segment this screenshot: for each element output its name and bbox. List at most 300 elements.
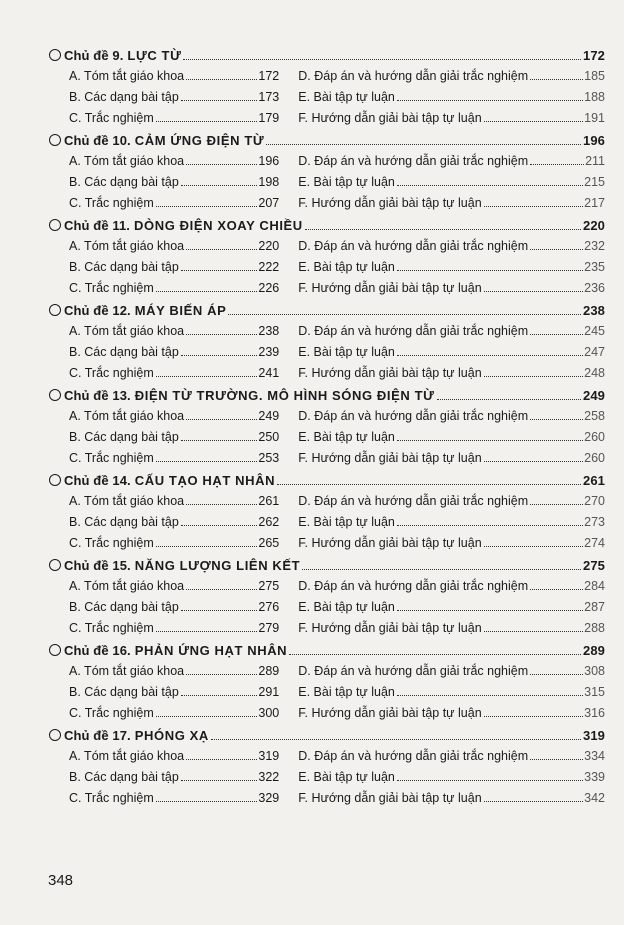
entry-label: C. Trắc nghiệm xyxy=(69,111,154,125)
entry-row xyxy=(49,664,605,685)
entry-row xyxy=(49,111,605,132)
toc-entry[interactable] xyxy=(69,706,279,720)
entry-page-number: 334 xyxy=(584,749,605,763)
entry-page-number: 232 xyxy=(584,239,605,253)
entry-page-number: 319 xyxy=(258,749,280,763)
dot-leader xyxy=(484,716,584,717)
entry-page-number: 265 xyxy=(258,536,280,550)
entry-label: D. Đáp án và hướng dẫn giải trắc nghiệm xyxy=(298,749,529,763)
toc-entry[interactable] xyxy=(298,515,605,529)
dot-leader xyxy=(397,270,583,271)
dot-leader xyxy=(156,121,258,122)
section-heading[interactable] xyxy=(49,48,605,69)
dot-leader xyxy=(156,631,258,632)
toc-section xyxy=(49,558,605,643)
toc-entry[interactable] xyxy=(69,430,279,444)
entry-page-number: 207 xyxy=(258,196,280,210)
entry-page-number: 276 xyxy=(258,600,280,614)
dot-leader xyxy=(530,249,583,250)
entry-page-number: 250 xyxy=(258,430,280,444)
table-of-contents xyxy=(49,48,605,813)
entry-row xyxy=(49,324,605,345)
entry-row xyxy=(49,579,605,600)
circle-bullet-icon xyxy=(49,304,61,316)
dot-leader xyxy=(530,589,583,590)
toc-entry[interactable] xyxy=(298,451,605,465)
entry-label: D. Đáp án và hướng dẫn giải trắc nghiệm xyxy=(298,664,529,678)
toc-entry[interactable] xyxy=(298,685,605,699)
entry-row xyxy=(49,196,605,217)
dot-leader xyxy=(484,801,584,802)
entry-label: C. Trắc nghiệm xyxy=(69,451,154,465)
toc-entry[interactable] xyxy=(298,90,605,104)
entry-row xyxy=(49,260,605,281)
entry-page-number: 245 xyxy=(584,324,605,338)
dot-leader xyxy=(484,546,584,547)
entry-label: C. Trắc nghiệm xyxy=(69,196,154,210)
toc-entry[interactable] xyxy=(69,515,279,529)
entry-label: C. Trắc nghiệm xyxy=(69,791,154,805)
entry-page-number: 172 xyxy=(258,69,280,83)
section-title: PHẢN ỨNG HẠT NHÂN xyxy=(134,643,288,658)
toc-entry[interactable] xyxy=(69,196,279,210)
entry-label: F. Hướng dẫn giải bài tập tự luận xyxy=(298,366,482,380)
dot-leader xyxy=(530,79,583,80)
entry-page-number: 249 xyxy=(258,409,280,423)
section-heading[interactable] xyxy=(49,303,605,324)
toc-entry[interactable] xyxy=(69,154,279,168)
dot-leader xyxy=(181,440,258,441)
entry-label: E. Bài tập tự luận xyxy=(298,90,395,104)
toc-entry[interactable] xyxy=(298,281,605,295)
toc-entry[interactable] xyxy=(69,345,279,359)
toc-entry[interactable] xyxy=(69,324,279,338)
section-label: Chủ đề 9. xyxy=(64,48,124,63)
entry-label: E. Bài tập tự luận xyxy=(298,345,395,359)
entry-row xyxy=(49,451,605,472)
dot-leader xyxy=(156,801,258,802)
entry-row xyxy=(49,281,605,302)
circle-bullet-icon xyxy=(49,134,61,146)
entry-row xyxy=(49,90,605,111)
dot-leader xyxy=(305,229,581,230)
toc-entry[interactable] xyxy=(69,770,279,784)
entry-label: F. Hướng dẫn giải bài tập tự luận xyxy=(298,111,482,125)
entry-label: B. Các dạng bài tập xyxy=(69,515,179,529)
entry-page-number: 248 xyxy=(584,366,605,380)
toc-entry[interactable] xyxy=(69,366,279,380)
toc-entry[interactable] xyxy=(69,600,279,614)
toc-entry[interactable] xyxy=(298,196,605,210)
entry-page-number: 236 xyxy=(584,281,605,295)
entry-label: C. Trắc nghiệm xyxy=(69,366,154,380)
toc-section xyxy=(49,388,605,473)
dot-leader xyxy=(484,206,584,207)
toc-entry[interactable] xyxy=(298,175,605,189)
toc-section xyxy=(49,133,605,218)
dot-leader xyxy=(181,185,258,186)
dot-leader xyxy=(228,314,581,315)
entry-label: E. Bài tập tự luận xyxy=(298,770,395,784)
entry-label: A. Tóm tắt giáo khoa xyxy=(69,239,185,253)
toc-entry[interactable] xyxy=(298,749,605,763)
entry-label: E. Bài tập tự luận xyxy=(298,685,395,699)
entry-label: B. Các dạng bài tập xyxy=(69,685,179,699)
entry-page-number: 188 xyxy=(584,90,605,104)
toc-section xyxy=(49,728,605,813)
section-label: Chủ đề 16. xyxy=(64,643,131,658)
entry-page-number: 291 xyxy=(258,685,280,699)
entry-label: F. Hướng dẫn giải bài tập tự luận xyxy=(298,621,482,635)
entry-row xyxy=(49,685,605,706)
entry-page-number: 253 xyxy=(258,451,280,465)
dot-leader xyxy=(266,144,581,145)
entry-page-number: 270 xyxy=(584,494,605,508)
entry-label: E. Bài tập tự luận xyxy=(298,430,395,444)
toc-entry[interactable] xyxy=(298,239,605,253)
entry-row xyxy=(49,430,605,451)
entry-label: E. Bài tập tự luận xyxy=(298,175,395,189)
dot-leader xyxy=(156,716,258,717)
toc-entry[interactable] xyxy=(69,494,279,508)
dot-leader xyxy=(484,631,584,632)
entry-row xyxy=(49,515,605,536)
toc-entry[interactable] xyxy=(298,366,605,380)
entry-row xyxy=(49,770,605,791)
entry-row xyxy=(49,791,605,812)
entry-page-number: 284 xyxy=(584,579,605,593)
section-label: Chủ đề 10. xyxy=(64,133,131,148)
dot-leader xyxy=(186,249,257,250)
toc-entry[interactable] xyxy=(298,260,605,274)
circle-bullet-icon xyxy=(49,474,61,486)
dot-leader xyxy=(186,504,257,505)
toc-entry[interactable] xyxy=(298,324,605,338)
dot-leader xyxy=(530,674,583,675)
entry-row xyxy=(49,536,605,557)
toc-entry[interactable] xyxy=(69,791,279,805)
entry-label: F. Hướng dẫn giải bài tập tự luận xyxy=(298,281,482,295)
section-title: MÁY BIẾN ÁP xyxy=(134,303,227,318)
entry-page-number: 185 xyxy=(584,69,605,83)
entry-row xyxy=(49,154,605,175)
entry-row xyxy=(49,409,605,430)
entry-label: D. Đáp án và hướng dẫn giải trắc nghiệm xyxy=(298,154,529,168)
entry-page-number: 260 xyxy=(584,451,605,465)
entry-page-number: 275 xyxy=(258,579,280,593)
dot-leader xyxy=(181,100,258,101)
toc-entry[interactable] xyxy=(69,579,279,593)
dot-leader xyxy=(530,164,584,165)
page-number: 348 xyxy=(48,872,74,889)
dot-leader xyxy=(181,610,258,611)
toc-entry[interactable] xyxy=(69,409,279,423)
dot-leader xyxy=(484,461,584,462)
entry-label: F. Hướng dẫn giải bài tập tự luận xyxy=(298,536,482,550)
toc-entry[interactable] xyxy=(298,791,605,805)
entry-page-number: 173 xyxy=(258,90,280,104)
toc-entry[interactable] xyxy=(69,451,279,465)
entry-row xyxy=(49,600,605,621)
section-heading[interactable] xyxy=(49,473,605,494)
dot-leader xyxy=(211,739,581,740)
toc-entry[interactable] xyxy=(69,621,279,635)
entry-label: E. Bài tập tự luận xyxy=(298,600,395,614)
dot-leader xyxy=(484,121,584,122)
dot-leader xyxy=(186,419,257,420)
section-label: Chủ đề 14. xyxy=(64,473,131,488)
section-page-number: 172 xyxy=(583,48,605,63)
dot-leader xyxy=(397,100,583,101)
entry-page-number: 196 xyxy=(258,154,280,168)
entry-page-number: 316 xyxy=(584,706,605,720)
toc-entry[interactable] xyxy=(69,90,279,104)
entry-label: C. Trắc nghiệm xyxy=(69,281,154,295)
entry-row xyxy=(49,366,605,387)
entry-label: E. Bài tập tự luận xyxy=(298,260,395,274)
toc-entry[interactable] xyxy=(69,664,279,678)
dot-leader xyxy=(181,780,258,781)
dot-leader xyxy=(186,759,257,760)
entry-label: F. Hướng dẫn giải bài tập tự luận xyxy=(298,451,482,465)
entry-label: B. Các dạng bài tập xyxy=(69,430,179,444)
entry-label: B. Các dạng bài tập xyxy=(69,770,179,784)
entry-page-number: 288 xyxy=(584,621,605,635)
section-title: ĐIỆN TỪ TRƯỜNG. MÔ HÌNH SÓNG ĐIỆN TỪ xyxy=(134,388,435,403)
dot-leader xyxy=(156,376,258,377)
toc-entry[interactable] xyxy=(69,536,279,550)
toc-section xyxy=(49,303,605,388)
entry-page-number: 260 xyxy=(584,430,605,444)
dot-leader xyxy=(530,334,583,335)
toc-entry[interactable] xyxy=(298,430,605,444)
circle-bullet-icon xyxy=(49,644,61,656)
section-title: DÒNG ĐIỆN XOAY CHIỀU xyxy=(134,218,303,233)
entry-row xyxy=(49,706,605,727)
entry-label: B. Các dạng bài tập xyxy=(69,345,179,359)
dot-leader xyxy=(183,59,581,60)
section-page-number: 261 xyxy=(583,473,605,488)
section-heading[interactable] xyxy=(49,388,605,409)
dot-leader xyxy=(156,206,258,207)
toc-entry[interactable] xyxy=(298,706,605,720)
section-heading[interactable] xyxy=(49,643,605,664)
entry-page-number: 342 xyxy=(584,791,605,805)
dot-leader xyxy=(186,79,257,80)
toc-section xyxy=(49,643,605,728)
entry-label: A. Tóm tắt giáo khoa xyxy=(69,494,185,508)
entry-label: C. Trắc nghiệm xyxy=(69,621,154,635)
dot-leader xyxy=(186,164,257,165)
dot-leader xyxy=(186,674,257,675)
entry-page-number: 315 xyxy=(584,685,605,699)
toc-entry[interactable] xyxy=(298,494,605,508)
entry-page-number: 179 xyxy=(258,111,280,125)
toc-entry[interactable] xyxy=(69,749,279,763)
dot-leader xyxy=(397,780,583,781)
entry-row xyxy=(49,621,605,642)
entry-label: C. Trắc nghiệm xyxy=(69,536,154,550)
entry-page-number: 226 xyxy=(258,281,280,295)
dot-leader xyxy=(181,525,258,526)
toc-entry[interactable] xyxy=(298,600,605,614)
entry-page-number: 238 xyxy=(258,324,280,338)
toc-entry[interactable] xyxy=(298,579,605,593)
dot-leader xyxy=(186,589,257,590)
section-heading[interactable] xyxy=(49,218,605,239)
toc-section xyxy=(49,48,605,133)
entry-page-number: 339 xyxy=(584,770,605,784)
section-label: Chủ đề 11. xyxy=(64,218,131,233)
circle-bullet-icon xyxy=(49,219,61,231)
entry-label: A. Tóm tắt giáo khoa xyxy=(69,154,185,168)
entry-row xyxy=(49,345,605,366)
section-page-number: 238 xyxy=(583,303,605,318)
dot-leader xyxy=(302,569,581,570)
entry-row xyxy=(49,494,605,515)
section-title: PHÓNG XẠ xyxy=(134,728,209,743)
toc-entry[interactable] xyxy=(298,536,605,550)
toc-entry[interactable] xyxy=(298,345,605,359)
section-heading[interactable] xyxy=(49,728,605,749)
dot-leader xyxy=(277,484,581,485)
toc-entry[interactable] xyxy=(298,664,605,678)
dot-leader xyxy=(289,654,581,655)
toc-entry[interactable] xyxy=(69,111,279,125)
section-heading[interactable] xyxy=(49,558,605,579)
entry-page-number: 273 xyxy=(584,515,605,529)
entry-row xyxy=(49,749,605,770)
entry-label: A. Tóm tắt giáo khoa xyxy=(69,579,185,593)
section-title: NĂNG LƯỢNG LIÊN KẾT xyxy=(134,558,301,573)
toc-entry[interactable] xyxy=(69,175,279,189)
dot-leader xyxy=(397,610,583,611)
entry-label: D. Đáp án và hướng dẫn giải trắc nghiệm xyxy=(298,494,529,508)
entry-page-number: 261 xyxy=(258,494,280,508)
entry-label: A. Tóm tắt giáo khoa xyxy=(69,409,185,423)
entry-label: D. Đáp án và hướng dẫn giải trắc nghiệm xyxy=(298,324,529,338)
entry-label: B. Các dạng bài tập xyxy=(69,175,179,189)
entry-page-number: 329 xyxy=(258,791,280,805)
entry-label: D. Đáp án và hướng dẫn giải trắc nghiệm xyxy=(298,69,529,83)
dot-leader xyxy=(530,504,583,505)
entry-row xyxy=(49,239,605,260)
toc-entry[interactable] xyxy=(298,154,605,168)
dot-leader xyxy=(181,695,258,696)
toc-entry[interactable] xyxy=(298,111,605,125)
toc-entry[interactable] xyxy=(69,281,279,295)
entry-label: B. Các dạng bài tập xyxy=(69,260,179,274)
section-label: Chủ đề 17. xyxy=(64,728,131,743)
entry-label: D. Đáp án và hướng dẫn giải trắc nghiệm xyxy=(298,239,529,253)
entry-label: D. Đáp án và hướng dẫn giải trắc nghiệm xyxy=(298,579,529,593)
entry-page-number: 191 xyxy=(584,111,605,125)
toc-entry[interactable] xyxy=(69,69,279,83)
toc-section xyxy=(49,473,605,558)
toc-entry[interactable] xyxy=(298,621,605,635)
entry-label: A. Tóm tắt giáo khoa xyxy=(69,324,185,338)
entry-page-number: 235 xyxy=(584,260,605,274)
entry-page-number: 198 xyxy=(258,175,280,189)
entry-page-number: 322 xyxy=(258,770,280,784)
entry-page-number: 258 xyxy=(584,409,605,423)
dot-leader xyxy=(397,440,583,441)
entry-label: B. Các dạng bài tập xyxy=(69,90,179,104)
section-title: CẢM ỨNG ĐIỆN TỪ xyxy=(134,133,265,148)
entry-label: F. Hướng dẫn giải bài tập tự luận xyxy=(298,706,482,720)
entry-label: A. Tóm tắt giáo khoa xyxy=(69,749,185,763)
entry-page-number: 247 xyxy=(584,345,605,359)
entry-page-number: 241 xyxy=(258,366,280,380)
dot-leader xyxy=(156,461,258,462)
dot-leader xyxy=(437,399,581,400)
dot-leader xyxy=(530,759,583,760)
toc-entry[interactable] xyxy=(298,770,605,784)
entry-label: A. Tóm tắt giáo khoa xyxy=(69,69,185,83)
entry-label: C. Trắc nghiệm xyxy=(69,706,154,720)
section-title: LỰC TỪ xyxy=(127,48,182,63)
entry-page-number: 215 xyxy=(584,175,605,189)
section-page-number: 196 xyxy=(583,133,605,148)
entry-page-number: 217 xyxy=(584,196,605,210)
entry-page-number: 211 xyxy=(585,154,605,168)
section-page-number: 220 xyxy=(583,218,605,233)
circle-bullet-icon xyxy=(49,729,61,741)
section-label: Chủ đề 13. xyxy=(64,388,131,403)
dot-leader xyxy=(181,355,258,356)
dot-leader xyxy=(530,419,583,420)
section-title: CẤU TẠO HẠT NHÂN xyxy=(134,473,276,488)
dot-leader xyxy=(156,546,258,547)
entry-page-number: 274 xyxy=(584,536,605,550)
section-page-number: 289 xyxy=(583,643,605,658)
entry-label: F. Hướng dẫn giải bài tập tự luận xyxy=(298,196,482,210)
entry-page-number: 262 xyxy=(258,515,280,529)
entry-page-number: 300 xyxy=(258,706,280,720)
section-label: Chủ đề 15. xyxy=(64,558,131,573)
toc-entry[interactable] xyxy=(298,409,605,423)
entry-label: B. Các dạng bài tập xyxy=(69,600,179,614)
dot-leader xyxy=(397,185,583,186)
entry-row xyxy=(49,69,605,90)
toc-entry[interactable] xyxy=(69,239,279,253)
entry-page-number: 279 xyxy=(258,621,280,635)
section-heading[interactable] xyxy=(49,133,605,154)
entry-page-number: 239 xyxy=(258,345,280,359)
dot-leader xyxy=(484,291,584,292)
section-page-number: 319 xyxy=(583,728,605,743)
entry-page-number: 308 xyxy=(584,664,605,678)
dot-leader xyxy=(484,376,584,377)
entry-label: F. Hướng dẫn giải bài tập tự luận xyxy=(298,791,482,805)
dot-leader xyxy=(156,291,258,292)
entry-label: A. Tóm tắt giáo khoa xyxy=(69,664,185,678)
toc-entry[interactable] xyxy=(69,685,279,699)
entry-page-number: 220 xyxy=(258,239,280,253)
toc-entry[interactable] xyxy=(298,69,605,83)
section-label: Chủ đề 12. xyxy=(64,303,131,318)
entry-label: D. Đáp án và hướng dẫn giải trắc nghiệm xyxy=(298,409,529,423)
entry-page-number: 287 xyxy=(584,600,605,614)
dot-leader xyxy=(397,355,583,356)
section-page-number: 249 xyxy=(583,388,605,403)
circle-bullet-icon xyxy=(49,49,61,61)
dot-leader xyxy=(181,270,258,271)
entry-row xyxy=(49,175,605,196)
entry-label: E. Bài tập tự luận xyxy=(298,515,395,529)
circle-bullet-icon xyxy=(49,559,61,571)
toc-entry[interactable] xyxy=(69,260,279,274)
